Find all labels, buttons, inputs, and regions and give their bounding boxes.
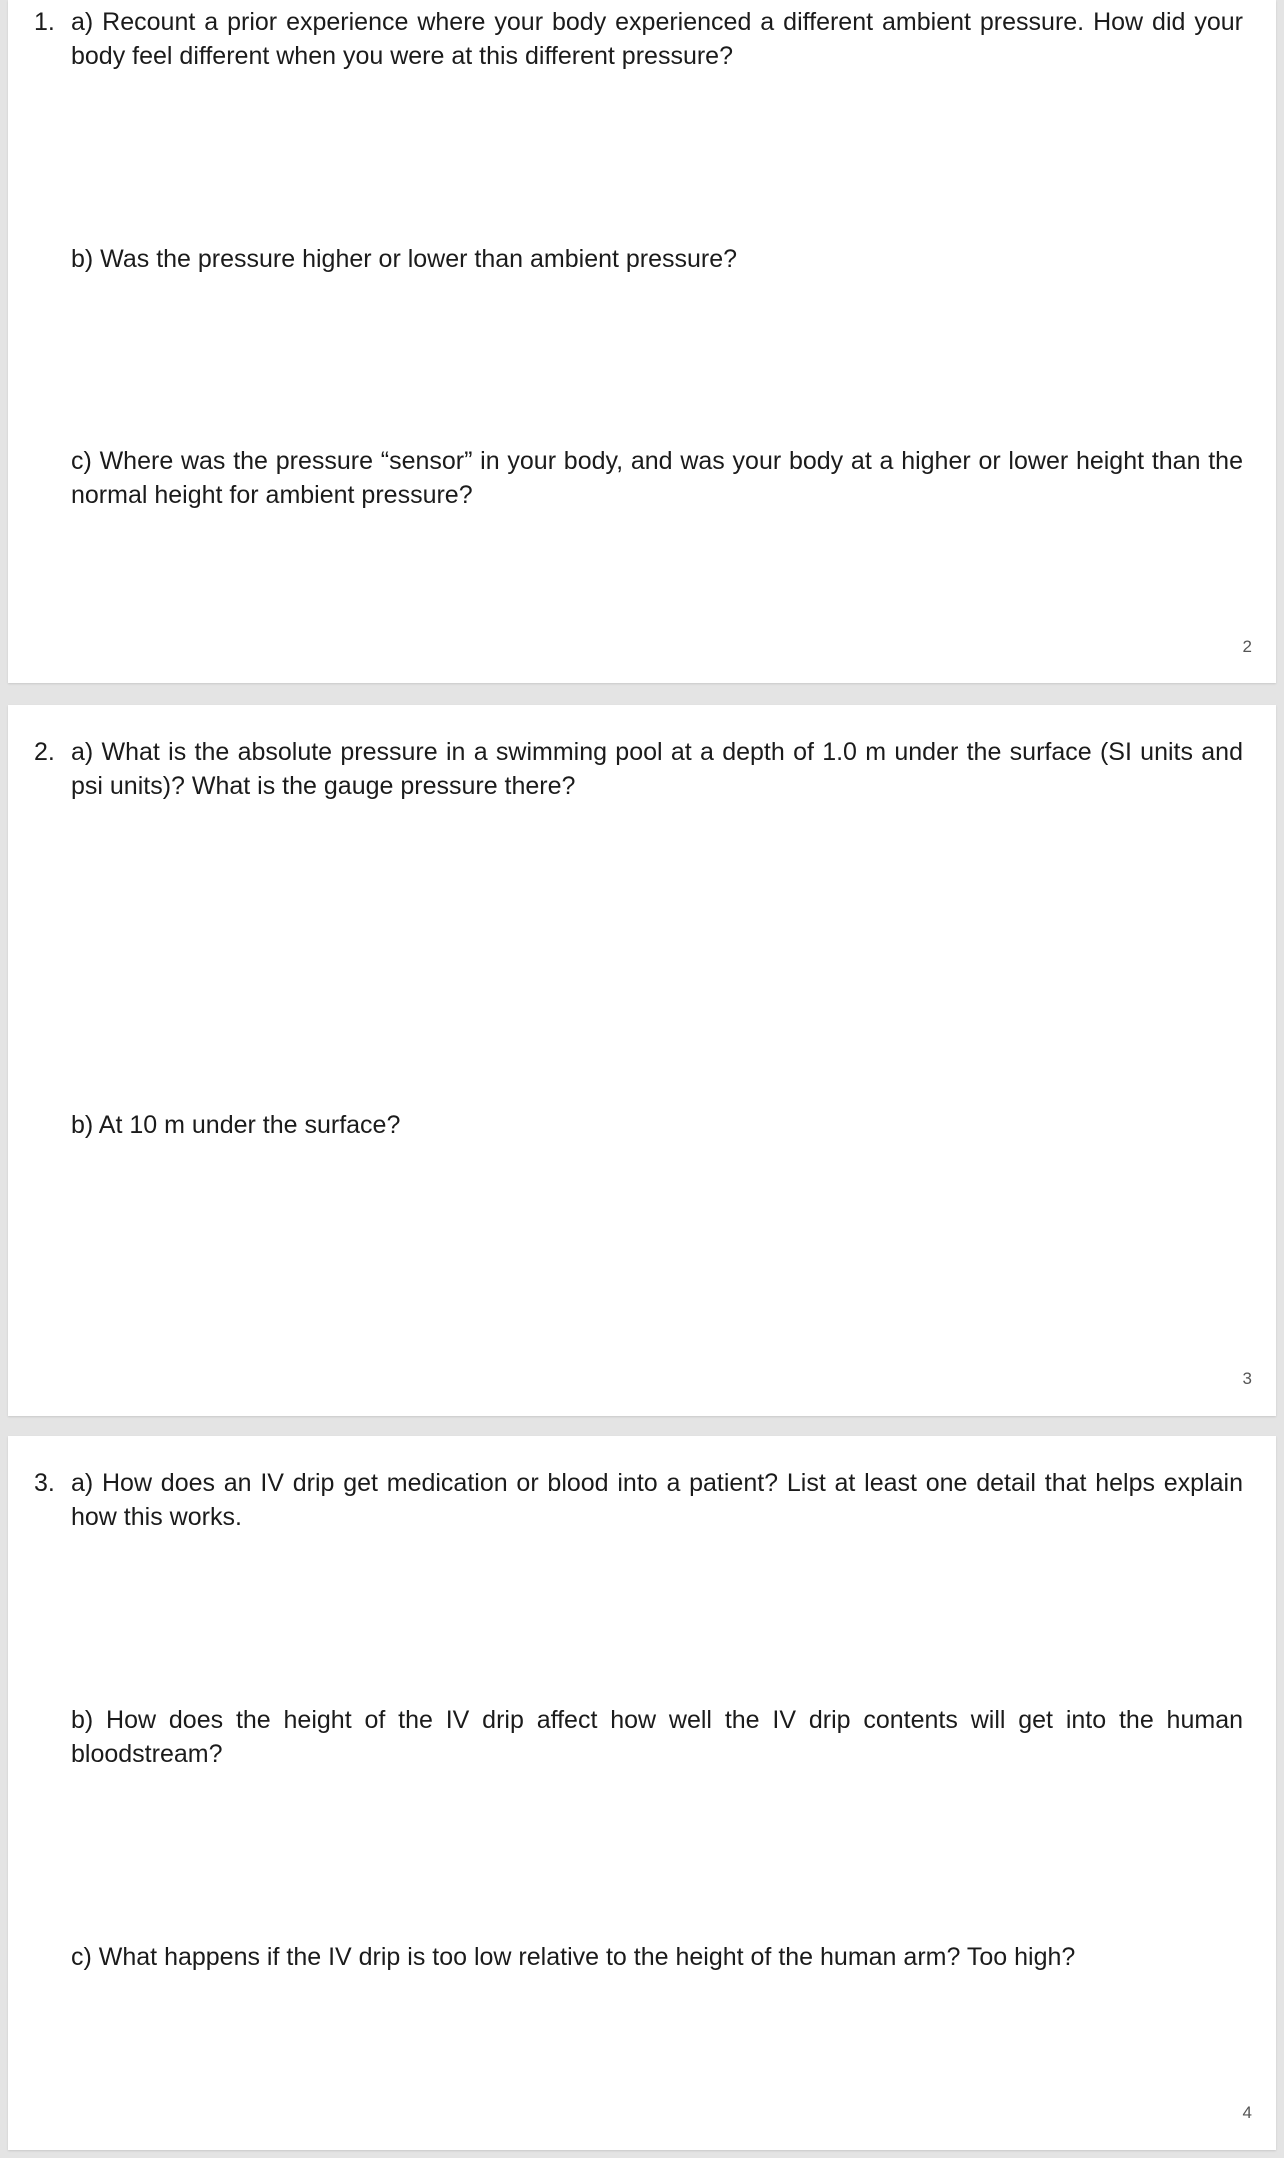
question-1-number: 1. xyxy=(34,8,55,36)
question-2-number: 2. xyxy=(34,738,55,766)
page-number: 3 xyxy=(1242,1369,1252,1388)
question-3a: a) How does an IV drip get medication or blood into a patient? List at least one detail that helps explain how this works. xyxy=(71,1469,1243,1531)
question-2a: a) What is the absolute pressure in a swimming pool at a depth of 1.0 m under the surface (SI units and psi units)? What is the gauge pressure there? xyxy=(71,738,1243,800)
question-3c: c) What happens if the IV drip is too low relative to the height of the human arm? Too high? xyxy=(71,1943,1076,1971)
question-3b: b) How does the height of the IV drip affect how well the IV drip contents will get into the human bloodstream? xyxy=(71,1706,1243,1768)
question-1c: c) Where was the pressure “sensor” in your body, and was your body at a higher or lower height than the normal height for ambient pressure? xyxy=(71,447,1243,509)
document-page-2 xyxy=(8,0,1276,683)
document-page-3 xyxy=(8,705,1276,1416)
page-number: 2 xyxy=(1242,637,1252,656)
page-number: 4 xyxy=(1242,2103,1252,2122)
question-1a: a) Recount a prior experience where your body experienced a different ambient pressure. How did your body feel different when you were at this different pressure? xyxy=(71,8,1243,70)
question-3-number: 3. xyxy=(34,1469,55,1497)
question-2b: b) At 10 m under the surface? xyxy=(71,1111,401,1139)
document-page-4 xyxy=(8,1436,1276,2150)
question-1b: b) Was the pressure higher or lower than ambient pressure? xyxy=(71,245,738,273)
